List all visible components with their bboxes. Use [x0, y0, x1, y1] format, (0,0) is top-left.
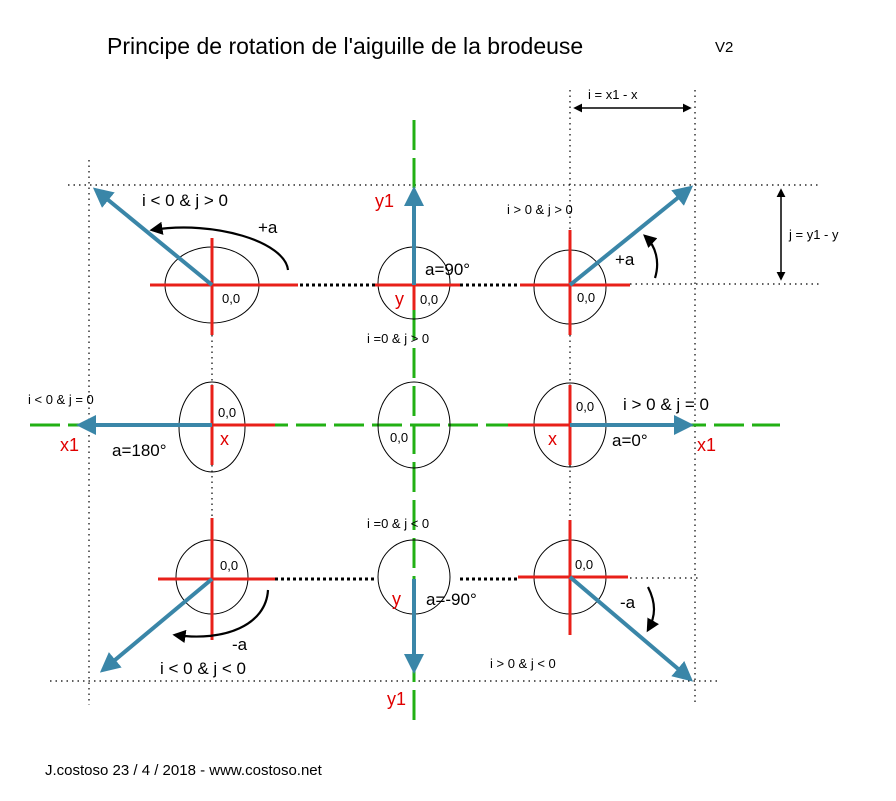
label-plus-a-left: +a: [258, 218, 278, 237]
label-y1-bottom: y1: [387, 689, 407, 709]
label-q-bc: i =0 & j < 0: [367, 516, 430, 531]
label-x1-right: x1: [697, 435, 717, 455]
dimension-arrows: [575, 108, 781, 279]
origin-bottom-left: 0,0: [220, 558, 239, 573]
origin-top-center: 0,0: [420, 292, 439, 307]
label-x1-left: x1: [60, 435, 80, 455]
label-minus-a-left: -a: [232, 635, 248, 654]
label-a90: a=90°: [425, 260, 471, 279]
version-label: V2: [715, 39, 734, 56]
label-plus-a-right: +a: [615, 250, 635, 269]
label-q-tr: i > 0 & j > 0: [507, 202, 573, 217]
label-q-bl: i < 0 & j < 0: [160, 659, 246, 678]
label-a0: a=0°: [612, 431, 648, 450]
footer-credit: J.costoso 23 / 4 / 2018 - www.costoso.net: [45, 762, 322, 779]
origin-mid-right: 0,0: [576, 399, 595, 414]
origin-top-left: 0,0: [222, 291, 241, 306]
label-q-mr: i > 0 & j = 0: [623, 395, 709, 414]
label-q-ml: i < 0 & j = 0: [28, 392, 94, 407]
green-axes: [30, 120, 780, 720]
origin-mid-left: 0,0: [218, 405, 237, 420]
label-q-br: i > 0 & j < 0: [490, 656, 556, 671]
label-x-left: x: [220, 429, 229, 449]
origin-mid-center: 0,0: [390, 430, 409, 445]
vector-top-right: [570, 188, 690, 285]
label-a-m90: a=-90°: [426, 590, 477, 609]
origin-top-right: 0,0: [577, 290, 596, 305]
label-q-tl: i < 0 & j > 0: [142, 191, 228, 210]
vector-bottom-left: [103, 579, 212, 670]
label-j-def: j = y1 - y: [789, 227, 839, 242]
label-i-def: i = x1 - x: [588, 87, 638, 102]
diagram-title: Principe de rotation de l'aiguille de la brodeuse: [107, 33, 584, 59]
origin-bottom-right: 0,0: [575, 557, 594, 572]
label-minus-a-right: -a: [620, 593, 636, 612]
label-q-tc: i =0 & j > 0: [367, 331, 430, 346]
label-x-right: x: [548, 429, 557, 449]
label-y-bottom: y: [392, 589, 401, 609]
label-a180: a=180°: [112, 441, 167, 460]
label-y1-top: y1: [375, 191, 395, 211]
label-y-top: y: [395, 289, 404, 309]
